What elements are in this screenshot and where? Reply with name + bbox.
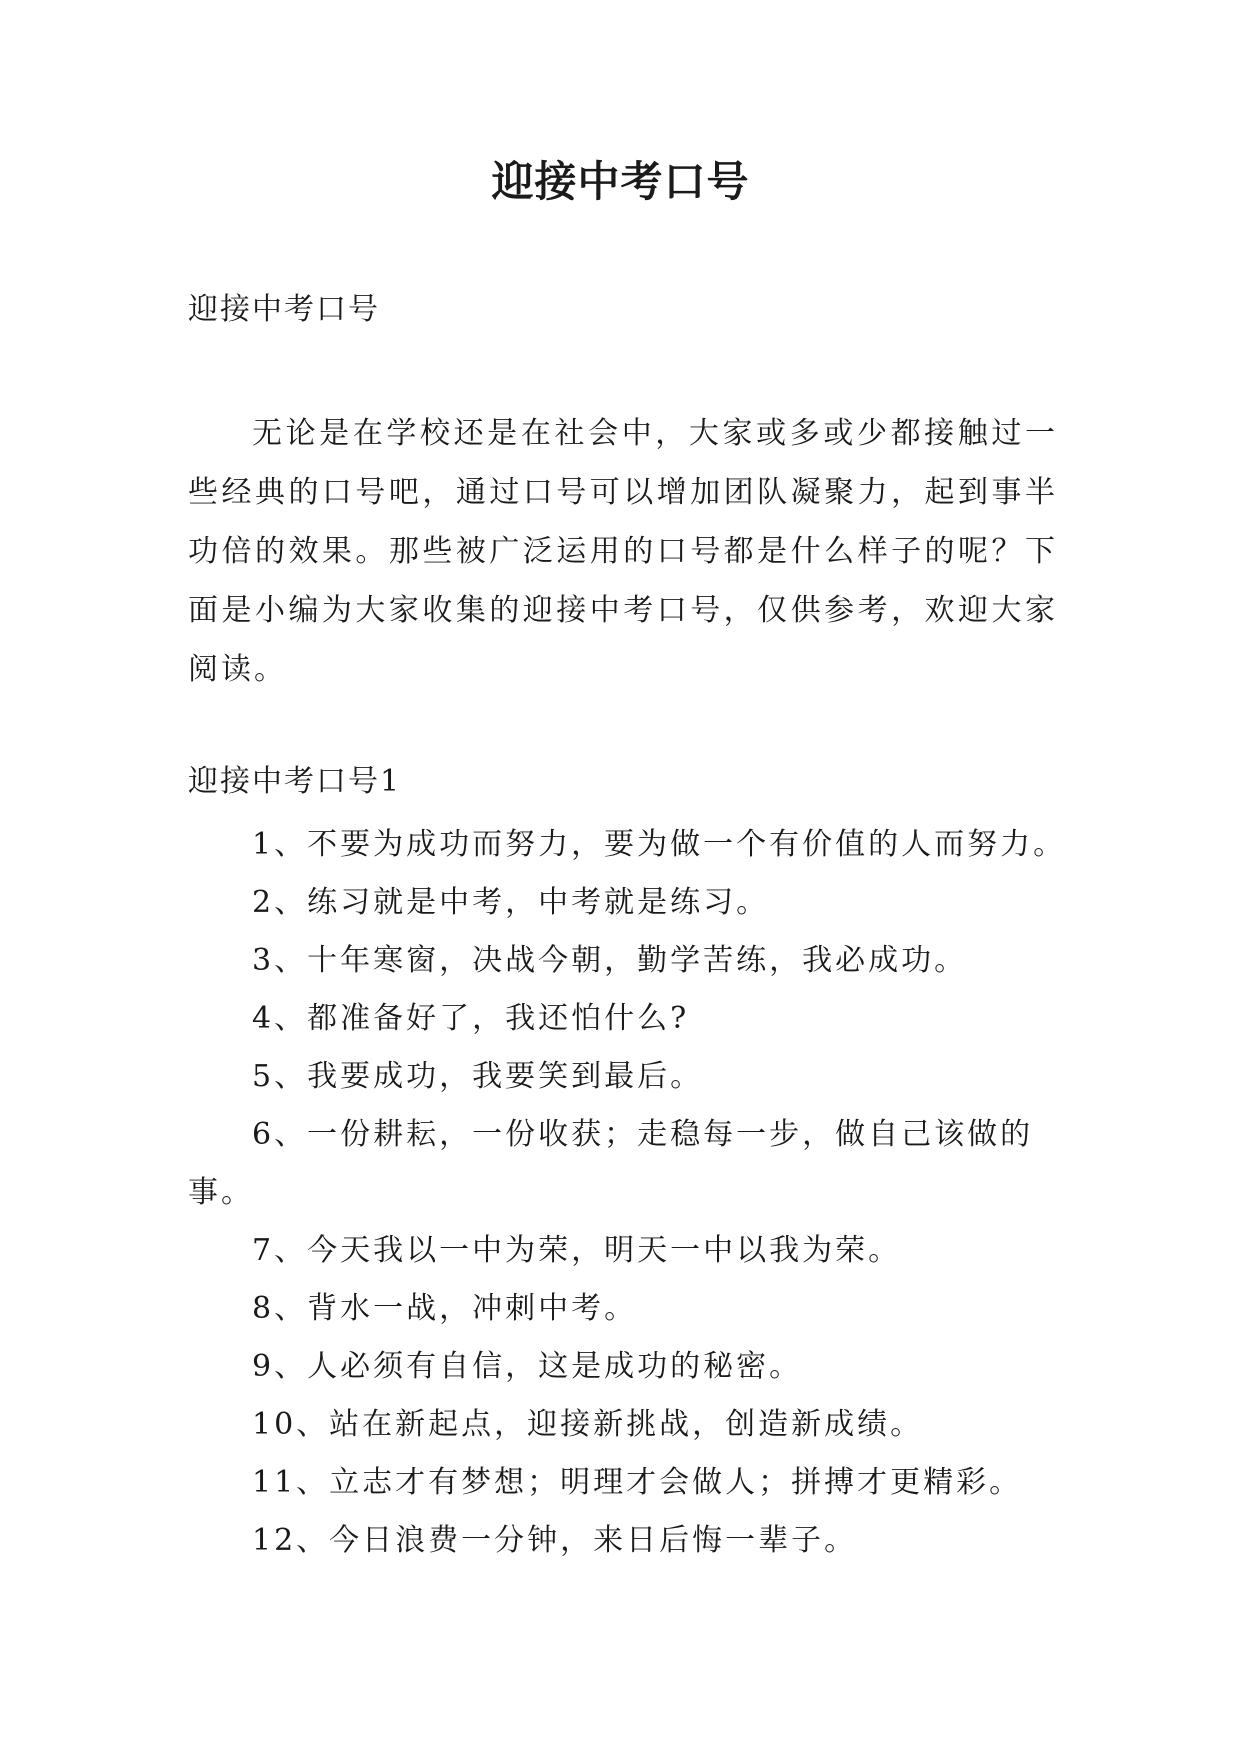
slogan-item: 9、人必须有自信，这是成功的秘密。 — [252, 1349, 803, 1384]
slogan-item: 6、一份耕耘，一份收获；走稳每一步，做自己该做的事。 — [188, 1117, 1034, 1210]
slogan-item: 10、站在新起点，迎接新挑战，创造新成绩。 — [252, 1407, 924, 1442]
document-subtitle: 迎接中考口号 — [188, 292, 380, 327]
slogan-item: 7、今天我以一中为荣，明天一中以我为荣。 — [252, 1233, 902, 1268]
slogan-list — [188, 816, 1068, 1570]
slogan-item: 2、练习就是中考，中考就是练习。 — [252, 885, 770, 920]
slogan-item: 4、都准备好了，我还怕什么? — [252, 1001, 690, 1036]
slogan-item: 8、背水一战，冲刺中考。 — [252, 1291, 638, 1326]
section-heading: 迎接中考口号1 — [188, 764, 402, 799]
intro-paragraph: 无论是在学校还是在社会中，大家或多或少都接触过一些经典的口号吧，通过口号可以增加团队凝聚力，起到事半功倍的效果。那些被广泛运用的口号都是什么样子的呢？下面是小编为大家收集的迎接中考口号，仅供参考，欢迎大家阅读。 — [188, 416, 1058, 687]
slogan-item: 5、我要成功，我要笑到最后。 — [252, 1059, 704, 1094]
slogan-item: 11、立志才有梦想；明理才会做人；拼搏才更精彩。 — [252, 1465, 1023, 1500]
slogan-item: 3、十年寒窗，决战今朝，勤学苦练，我必成功。 — [252, 943, 968, 978]
document-title: 迎接中考口号 — [491, 157, 750, 206]
slogan-item: 1、不要为成功而努力，要为做一个有价值的人而努力。 — [252, 827, 1067, 862]
slogan-item: 12、今日浪费一分钟，来日后悔一辈子。 — [252, 1523, 858, 1558]
